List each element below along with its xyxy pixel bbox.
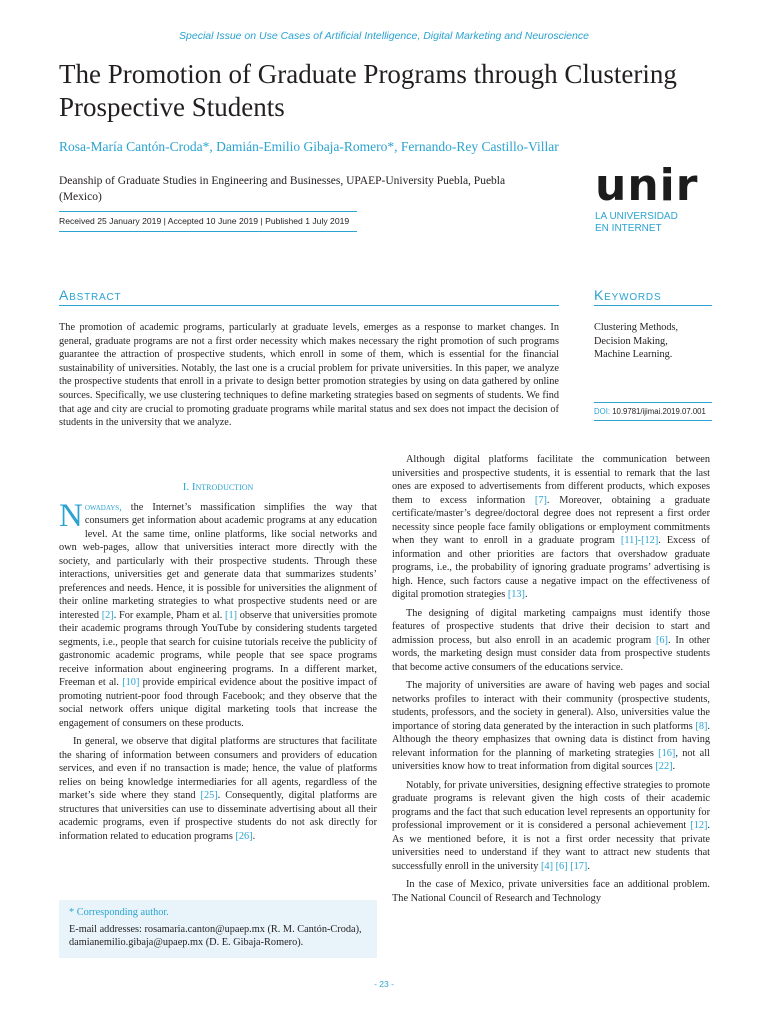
body-paragraph [392,679,710,774]
citation-link[interactable]: [11]-[12] [620,535,659,546]
paper-title: The Promotion of Graduate Programs through Clustering Prospective Students [59,59,677,122]
text-run: The designing of digital marketing campaigns must identify those features of prospective students that drive their decision to start and admission process, but also enroll in an academic program [392,607,710,646]
text-run: . Excess of information and other priorities are factors that overshadow graduate programs, i.e., the probability of ignoring graduate programs’ advertising is high. Hence, such factors cause a negative impact on the effectiveness of digital promotion strategies [392,535,710,600]
citation-link[interactable]: [25] [200,790,218,801]
text-run: . Although the theory emphasizes that owning data is distinct from having relevant information for the planning of marketing strategies [392,720,710,759]
abstract-text: The promotion of academic programs, particularly at graduate levels, emerges as a response to market changes. In general, graduate programs are not a first order necessity which makes necessary the right promotion of such programs guarantee the attraction of prospective students, which enroll in some of them, which is essential for the financial sustainability of universities. Notably, the last one is a crucial problem for private universities. In this paper, we analyze the prospective students that enroll in a private to design better promotion strategies by using on data gathered by online sources. Specifically, we use clustering techniques to define marketing strategies based on segments of students. We find that age and city are crucial to promoting graduate programs while marital status and sex does not impact the decision of students in the university that we analyze. [59,322,559,429]
text-run: provide empirical evidence about the positive impact of promoting nutrient-poor food through Facebook; and they observe that the social network offers unique digital marketing tools that increase the engagement of consumers on these products. [59,677,377,729]
text-run: the Internet’s massification simplifies the way that consumers get information about academic programs at any education level. At the same time, online platforms, like social networks and own web-pages, allow that universities interact more directly with the society, and particularly with their prospective students. Through these interactions, universities get and generate data that summarizes students’ preferences and needs. Hence, it is possible for universities the alignment of their online marketing strategies to what prospective students need or are interested [59,501,377,621]
text-run: . [524,589,528,600]
section-heading-introduction: I. Introduction [182,481,254,493]
citation-link[interactable]: [1] [225,609,238,621]
drop-cap: N [59,497,83,534]
text-run: observe that universities promote their academic programs through YouTube by considering students targeted segments, i.e., people that search for cuisine tutorials receive the publicity of gastronomic academic programs, while people that see space programs receive information about engineering programs. In a different market, Freeman et al. [59,609,378,688]
citation-link[interactable]: [2] [101,609,114,621]
abstract-heading: Abstract [59,287,559,306]
text-run: Although digital platforms facilitate the communication between universities and prospective students, it is essential to remark that the last ones are exposed to advertisements from different products, which exposes them to excess information [392,454,710,506]
lead-word: owadays, [84,501,122,513]
citation-link[interactable]: [6] [655,634,668,646]
citation-link[interactable]: [12] [690,820,708,831]
text-run: . [252,830,256,842]
keyword-item: Machine Learning. [594,349,673,361]
logo-tagline-2: EN INTERNET [595,223,662,234]
text-run: . Moreover, obtaining a graduate certificate/master’s degree/doctoral degree does not represent a first order necessity since people face family obligations or employment commitments when they want to enroll in a graduate program [392,494,710,546]
special-issue-header: Special Issue on Use Cases of Artificial Intelligence, Digital Marketing and Neuroscience [179,30,589,42]
corresponding-author-emails: E-mail addresses: rosamaria.canton@upaep.mx (R. M. Cantón-Croda), damianemilio.gibaja@upaep.mx (D. E. Gibaja-Romero). [69,923,362,948]
citation-link[interactable]: [6] [555,860,568,872]
logo-wordmark: unir [595,160,699,211]
intro-paragraph-1 [59,497,378,731]
text-run: , not all universities know how to treat information from digital sources [392,747,710,772]
citation-link[interactable]: [22] [655,761,673,772]
text-run: . [672,761,676,772]
affiliation: Deanship of Graduate Studies in Engineering and Businesses, UPAEP-University Puebla, Puebla (Mexico) [59,175,506,203]
text-run: In general, we observe that digital platforms are structures that facilitate the sharing of information between consumers and providers of education services, and even if no transaction is made; hence, the value of platforms relies on being knowledge intermediaries for all agents, regardless of the market’s side where they stand [59,736,377,801]
text-run: . For example, Pham et al. [113,609,226,621]
doi-label: DOI: [594,407,611,416]
citation-link[interactable]: [8] [695,720,708,732]
citation-link[interactable]: [7] [534,494,547,506]
publication-dates: Received 25 January 2019 | Accepted 10 June 2019 | Published 1 July 2019 [59,211,357,232]
doi-link[interactable]: 10.9781/ijimai.2019.07.001 [612,407,706,416]
text-run: . [587,860,590,872]
text-run: . In other words, the marketing design must consider data from prospective students that become active consumers of the educations service. [392,634,710,673]
body-paragraph: In the case of Mexico, private universities face an additional problem. The National Council of Research and Technology [392,879,710,904]
citation-link[interactable]: [4] [541,860,554,872]
page-number: - 23 - [374,979,394,989]
citation-link[interactable]: [10] [122,677,140,688]
keywords-heading: Keywords [594,287,712,306]
text-run: . Consequently, digital platforms are structures that universities can use to disseminate advertising about all their academic programs, even if prospective students do not ask directly for information related to education programs [59,790,378,842]
unir-logo [595,160,725,235]
corresponding-author-heading: * Corresponding author. [69,907,169,918]
citation-link[interactable]: [17] [570,860,588,872]
keyword-item: Decision Making, [594,335,668,347]
left-column [59,481,377,848]
text-run: The majority of universities are aware of having web pages and social networks profiles to interact with their community (prospective students, students, professors, and the society in general). Also, universities value the importance of storing data generated by the interaction in such platforms [392,680,710,732]
body-paragraph [392,607,710,675]
text-run: . As we mentioned before, it is not a first order necessity that private universities need to understand if they want to attract new students that successfully enroll in the university [392,820,710,872]
doi-box [594,402,712,421]
logo-tagline-1: LA UNIVERSIDAD [595,211,678,222]
body-paragraph [392,453,710,602]
right-column [392,453,710,910]
corresponding-author-box [59,900,377,958]
intro-paragraph-2 [59,735,377,843]
keywords-list [594,321,712,362]
citation-link[interactable]: [13] [507,589,525,600]
body-paragraph [392,779,710,874]
keyword-item: Clustering Methods, [594,322,679,333]
citation-link[interactable]: [26] [235,830,253,842]
text-run: Notably, for private universities, designing effective strategies to promote graduate programs is relevant given the high costs of their academic programs and the fact that such education level represents an opportunity for professional improvement or it is considered a personal achievement [392,779,710,831]
authors-line: Rosa-María Cantón-Croda*, Damián-Emilio Gibaja-Romero*, Fernando-Rey Castillo-Villar [59,139,559,154]
citation-link[interactable]: [16] [658,747,676,759]
